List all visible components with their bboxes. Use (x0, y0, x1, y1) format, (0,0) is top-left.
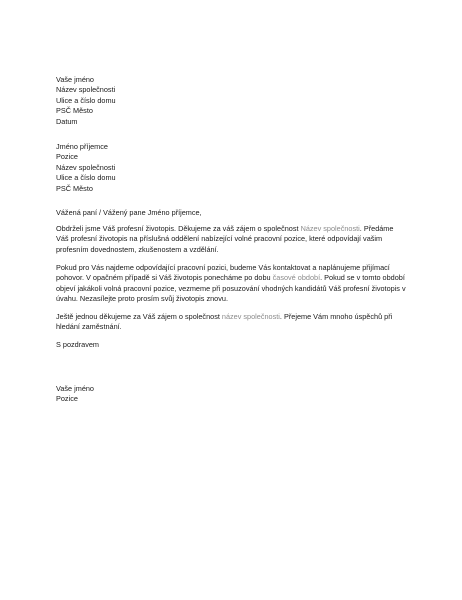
recipient-city: PSČ Město (56, 183, 93, 193)
signature-position: Pozice (56, 394, 78, 404)
salutation-text: Vážená paní / Vážený pane Jméno příjemce, (56, 208, 202, 217)
paragraph-contact (56, 263, 406, 305)
paragraph-received (56, 224, 406, 255)
sender-city: PSČ Město (56, 106, 93, 116)
signature-name: Vaše jméno (56, 384, 94, 393)
sender-street: Ulice a číslo domu (56, 95, 116, 105)
signature (56, 384, 406, 405)
salutation (56, 208, 406, 218)
recipient-company: Název společnosti (56, 162, 116, 172)
recipient-street: Ulice a číslo domu (56, 173, 116, 183)
sender-name: Vaše jméno (56, 75, 94, 84)
paragraph-received-part1: Obdrželi jsme Váš profesní životopis. Děkujeme za váš zájem o společnost (56, 224, 301, 233)
paragraph-thanks-text (56, 312, 406, 333)
paragraph-thanks-part2: . Přejeme Vám mnoho úspěchů při hledání zaměstnání. (56, 312, 393, 332)
sender-address (56, 75, 406, 127)
recipient-position: Pozice (56, 152, 78, 162)
paragraph-thanks (56, 312, 406, 333)
recipient-address (56, 142, 406, 194)
recipient-name: Jméno příjemce (56, 142, 108, 151)
paragraph-thanks-part1: Ještě jednou děkujeme za Váš zájem o společnost (56, 312, 222, 321)
company-name-placeholder-2: název společnosti (221, 312, 280, 321)
closing (56, 340, 406, 350)
paragraph-contact-text (56, 263, 406, 305)
company-name-placeholder: Název společnosti (300, 224, 360, 233)
letter-date: Datum (56, 116, 78, 126)
paragraph-contact-part1: Pokud pro Vás najdeme odpovídající pracovní pozici, budeme Vás kontaktovat a naplánujeme přijímací pohovor. V opačném případě si Váš životopis ponecháme po dobu (56, 263, 390, 283)
sender-company: Název společnosti (56, 85, 116, 95)
paragraph-received-part2: . Předáme Váš profesní životopis na příslušná oddělení nabízející volné pracovní pozice, které odpovídají vašim profesním dovednostem, zkušenostem a vzdělání. (56, 224, 394, 254)
paragraph-contact-part2: . Pokud se v tomto období objeví jakákoli volná pracovní pozice, vezmeme při posuzování vhodných kandidátů Váš profesní životopis v úvahu. Nezasílejte proto prosím svůj životopis znovu. (56, 273, 406, 304)
time-period-placeholder: časové období (272, 273, 321, 283)
closing-text: S pozdravem (56, 340, 99, 349)
paragraph-received-text (56, 224, 406, 255)
